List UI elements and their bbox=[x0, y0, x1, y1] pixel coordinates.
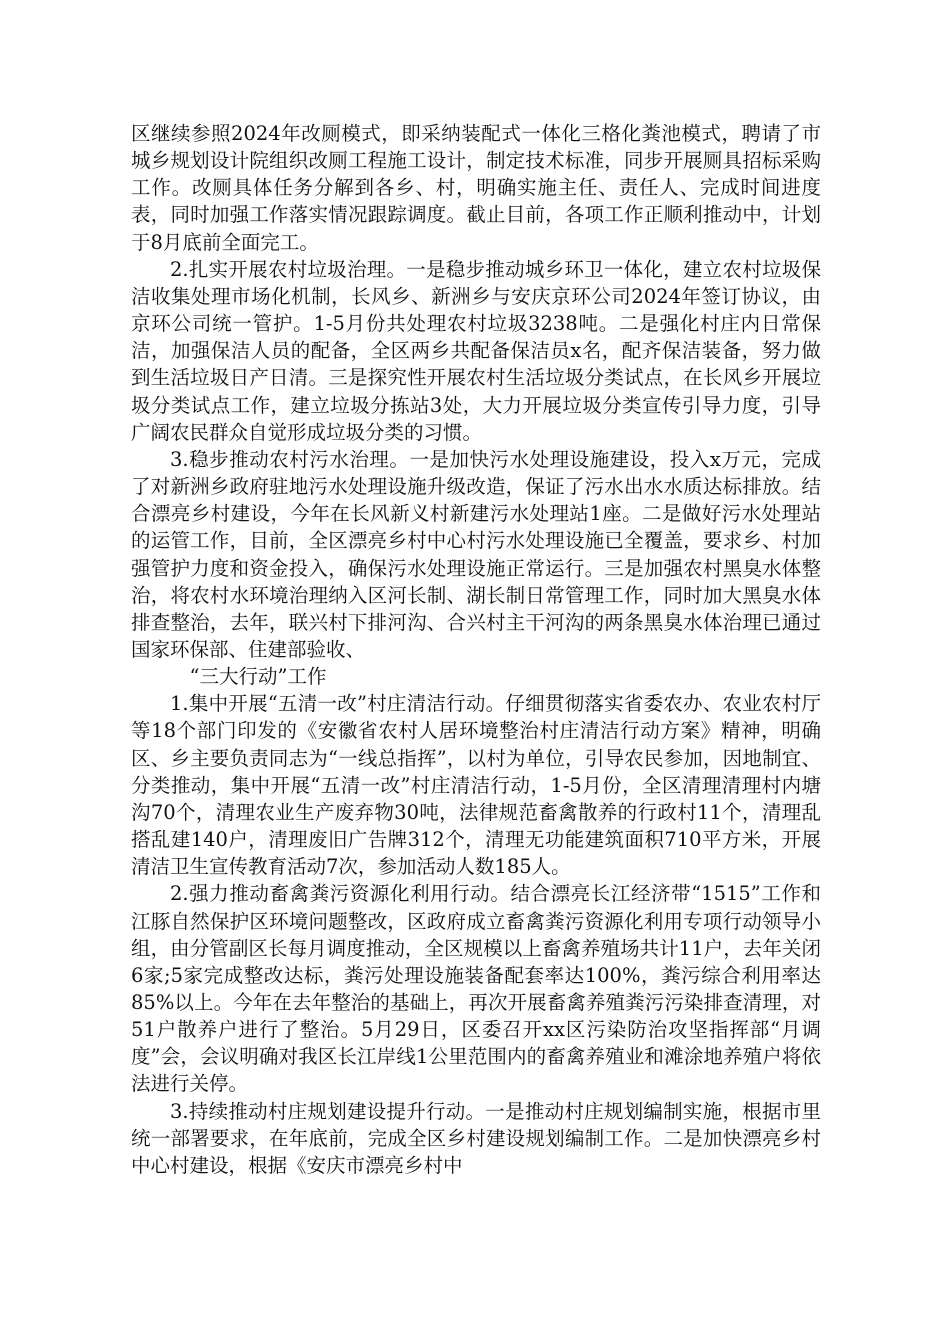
document-body bbox=[131, 120, 821, 1179]
paragraph-toilet-renovation: 区继续参照2024年改厕模式，即采纳装配式一体化三格化粪池模式，聘请了市城乡规划设计院组织改厕工程施工设计，制定技术标准，同步开展厕具招标采购工作。改厕具体任务分解到各乡、村，明确实施主任、责任人、完成时间进度表，同时加强工作落实情况跟踪调度。截止目前，各项工作正顺利推动中，计划于8月底前全面完工。 bbox=[131, 122, 821, 254]
paragraph-garbage-treatment: 2.扎实开展农村垃圾治理。一是稳步推动城乡环卫一体化，建立农村垃圾保洁收集处理市场化机制，长风乡、新洲乡与安庆京环公司2024年签订协议，由京环公司统一管护。1-5月份共处理农村垃圾3238吨。二是强化村庄内日常保洁，加强保洁人员的配备，全区两乡共配备保洁员x名，配齐保洁装备，努力做到生活垃圾日产日清。三是探究性开展农村生活垃圾分类试点，在长风乡开展垃圾分类试点工作，建立垃圾分拣站3处，大力开展垃圾分类宣传引导力度，引导广阔农民群众自觉形成垃圾分类的习惯。 bbox=[131, 257, 821, 444]
section-heading-three-actions: “三大行动”工作 bbox=[189, 665, 327, 689]
paragraph-sewage-treatment: 3.稳步推动农村污水治理。一是加快污水处理设施建设，投入x万元，完成了对新洲乡政府驻地污水处理设施升级改造，保证了污水出水水质达标排放。结合漂亮乡村建设，今年在长风新义村新建污水处理站1座。二是做好污水处理站的运管工作，目前，全区漂亮乡村中心村污水处理设施已全覆盖，要求乡、村加强管护力度和资金投入，确保污水处理设施正常运行。三是加强农村黑臭水体整治，将农村水环境治理纳入区河长制、湖长制日常管理工作，同时加大黑臭水体排查整治，去年，联兴村下排河沟、合兴村主干河沟的两条黑臭水体治理已通过国家环保部、住建部验收、 bbox=[131, 447, 821, 661]
paragraph-village-planning: 3.持续推动村庄规划建设提升行动。一是推动村庄规划编制实施，根据市里统一部署要求，在年底前，完成全区乡村建设规划编制工作。二是加快漂亮乡村中心村建设，根据《安庆市漂亮乡村中 bbox=[131, 1099, 821, 1177]
paragraph-livestock-manure: 2.强力推动畜禽粪污资源化利用行动。结合漂亮长江经济带“1515”工作和江豚自然保护区环境问题整改，区政府成立畜禽粪污资源化利用专项行动领导小组，由分管副区长每月调度推动，全区规模以上畜禽养殖场共计11户，去年关闭6家;5家完成整改达标，粪污处理设施装备配套率达100%，粪污综合利用率达85%以上。今年在去年整治的基础上，再次开展畜禽养殖粪污污染排查清理，对51户散养户进行了整治。5月29日，区委召开xx区污染防治攻坚指挥部“月调度”会，会议明确对我区长江岸线1公里范围内的畜禽养殖业和滩涂地养殖户将依法进行关停。 bbox=[131, 882, 821, 1096]
paragraph-village-cleaning: 1.集中开展“五清一改”村庄清洁行动。仔细贯彻落实省委农办、农业农村厅等18个部门印发的《安徽省农村人居环境整治村庄清洁行动方案》精神，明确区、乡主要负责同志为“一线总指挥”，以村为单位，引导农民参加，因地制宜、分类推动，集中开展“五清一改”村庄清洁行动，1-5月份，全区清理清理村内塘沟70个，清理农业生产废弃物30吨，法律规范畜禽散养的行政村11个，清理乱搭乱建140户，清理废旧广告牌312个，清理无功能建筑面积710平方米，开展清洁卫生宣传教育活动7次，参加活动人数185人。 bbox=[131, 692, 821, 879]
